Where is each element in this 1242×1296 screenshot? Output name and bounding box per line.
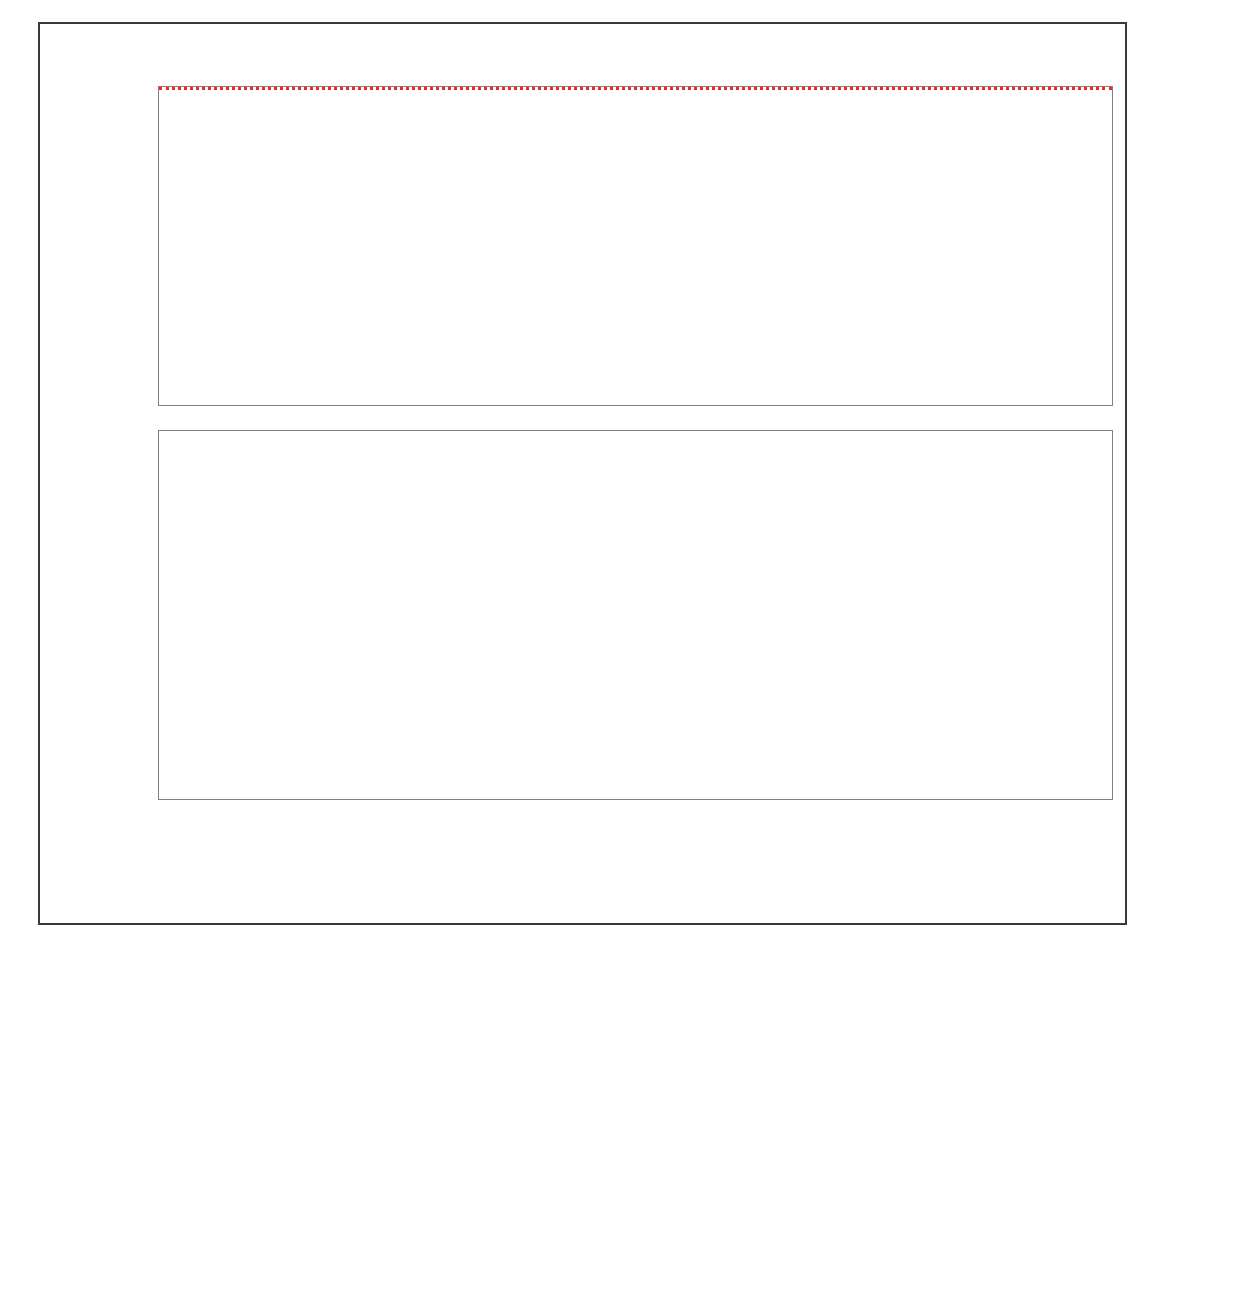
bottom-plot-area xyxy=(158,430,1113,800)
dna-quantitation-chart xyxy=(40,76,1125,421)
figure-frame xyxy=(38,22,1127,925)
adverse-events-chart xyxy=(40,422,1125,807)
x-axis-lot-labels xyxy=(158,806,1113,896)
top-plot-area xyxy=(158,86,1113,406)
fda-guidance-line xyxy=(159,87,1112,90)
